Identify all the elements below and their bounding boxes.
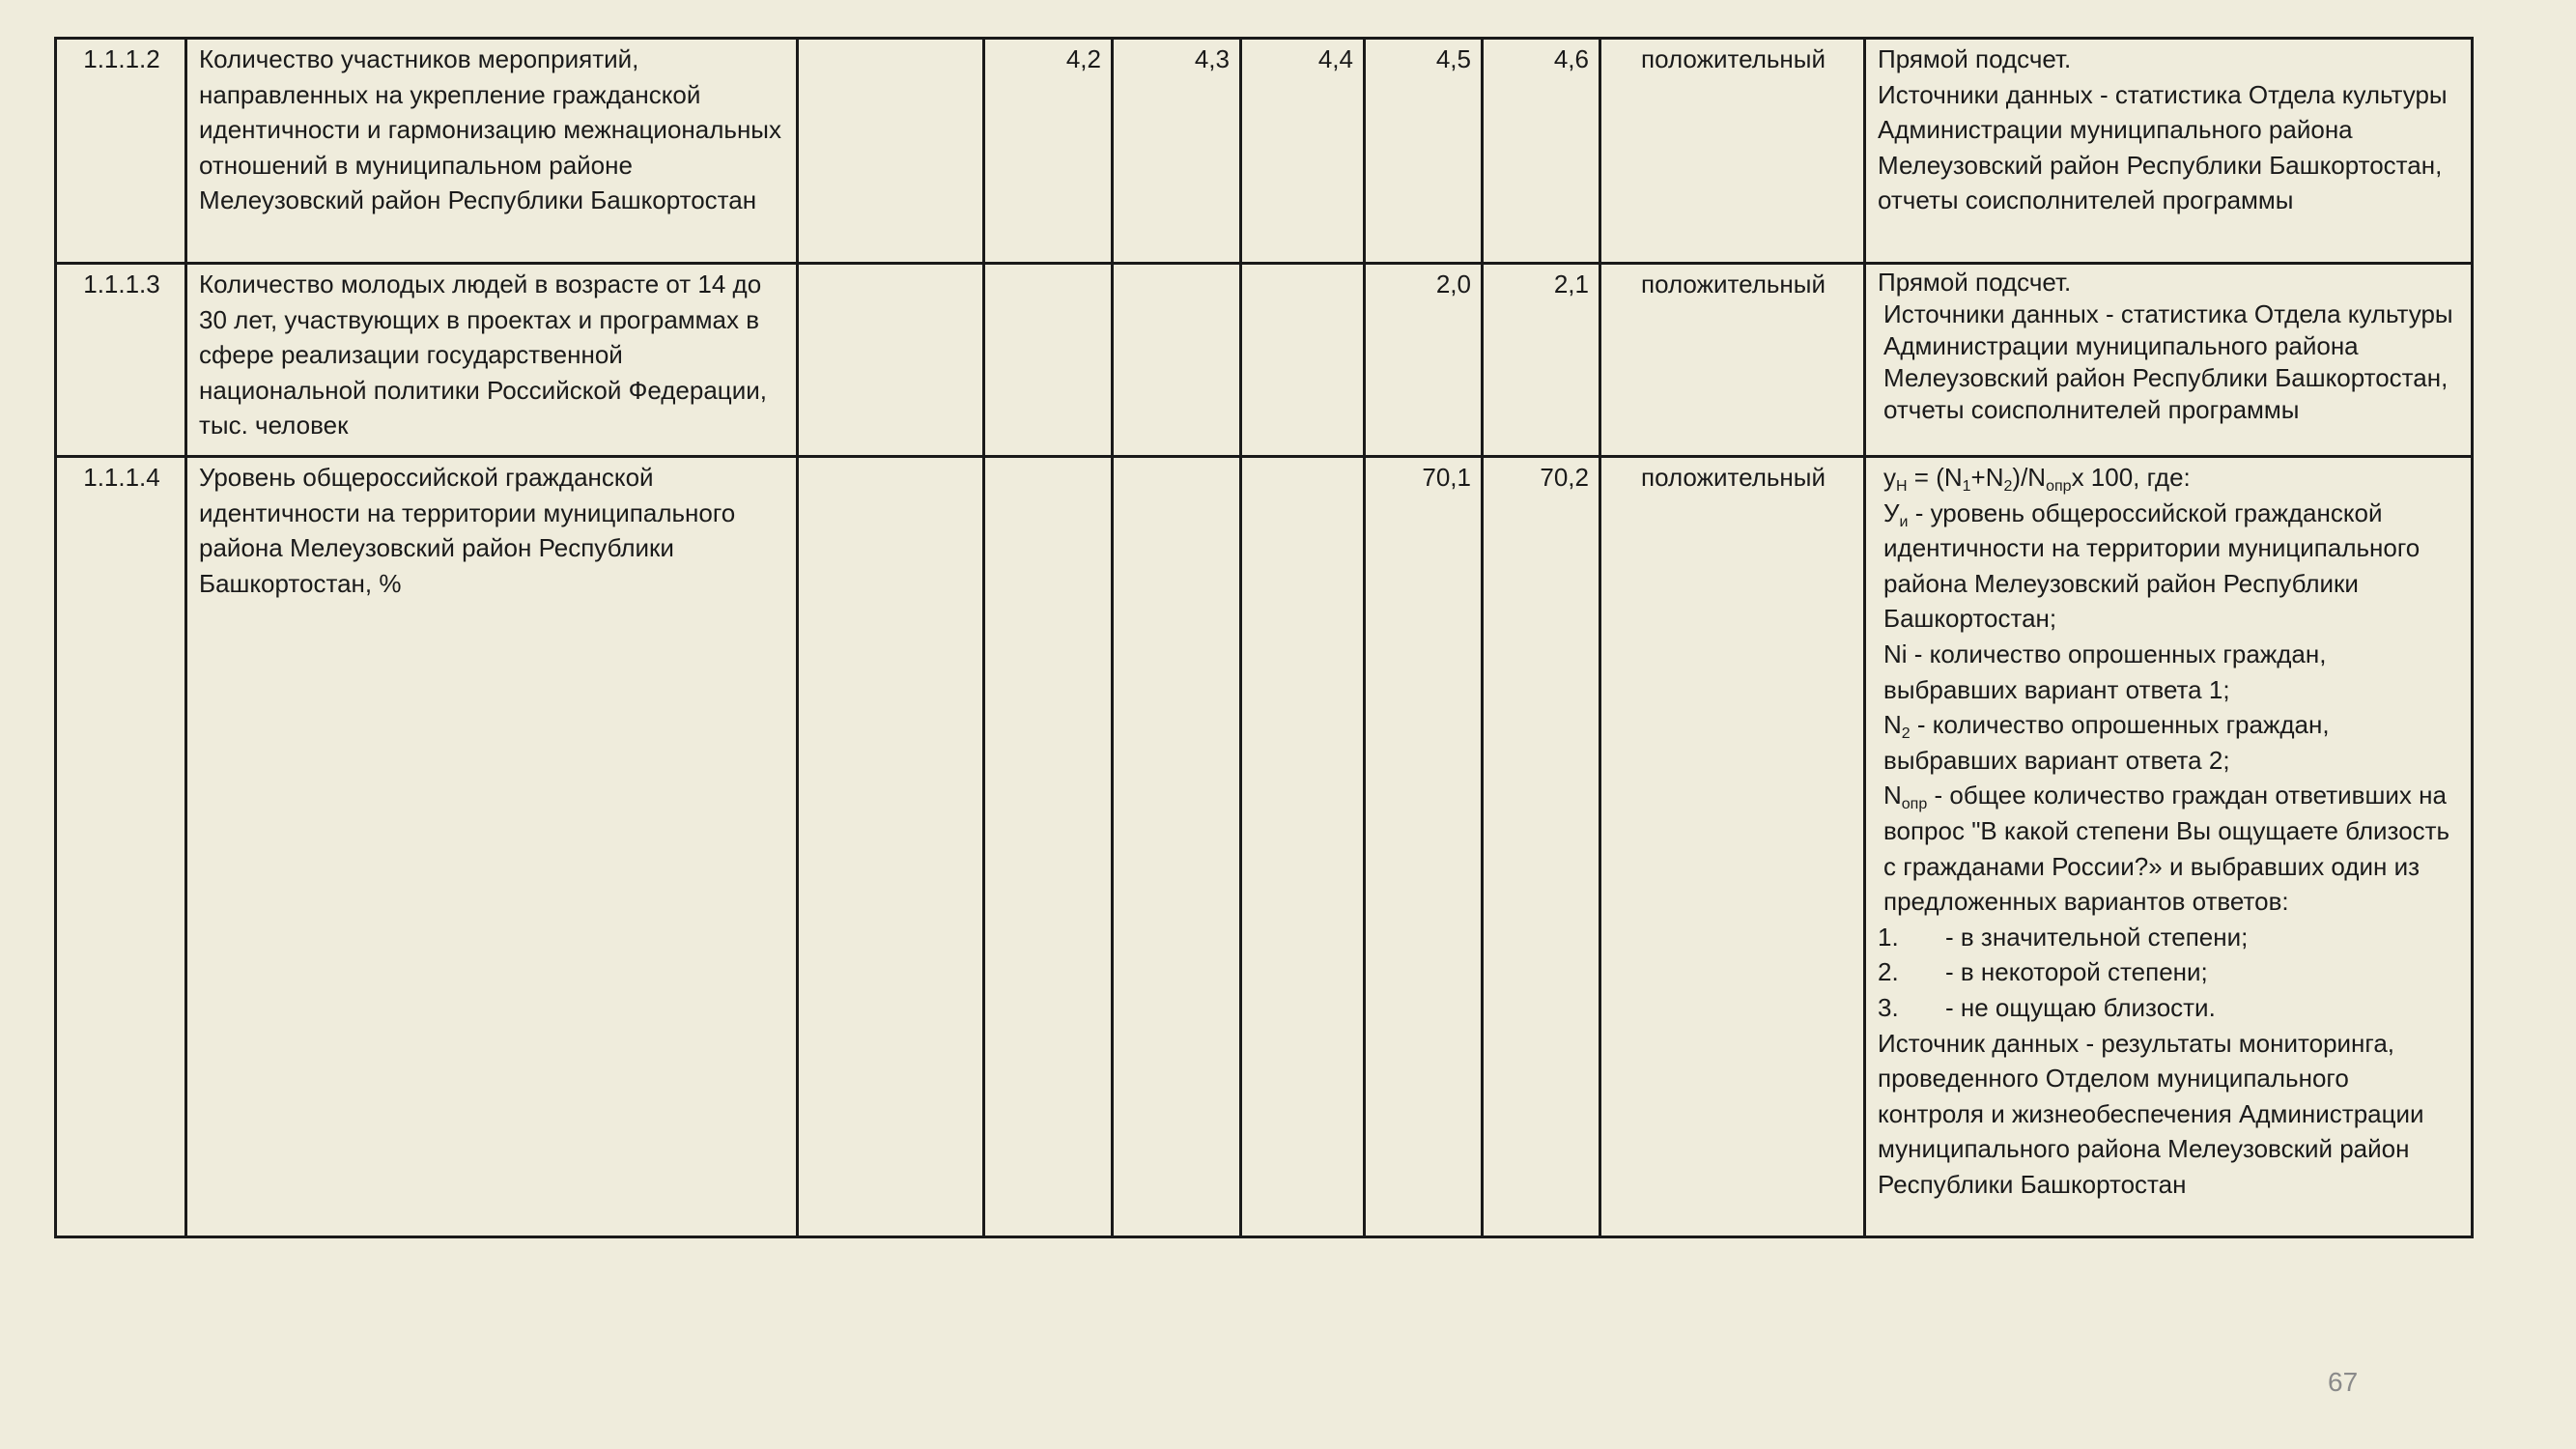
indicator-code: 1.1.1.4 bbox=[56, 457, 186, 1237]
definition-n1: Ni - количество опрошенных граждан, выбравших вариант ответа 1; bbox=[1883, 639, 2327, 704]
indicator-name: Количество участников мероприятий, направленных на укрепление гражданской идентичности и гармонизацию межнациональных отношений в муниципальном районе Мелеузовский район Республики Башкортостан bbox=[186, 39, 798, 264]
empty-cell bbox=[1113, 264, 1241, 457]
empty-cell bbox=[984, 264, 1113, 457]
value-cell: 4,3 bbox=[1113, 39, 1241, 264]
definition-ui: $У_и$ - уровень общероссийской гражданской идентичности на территории муниципального района Мелеузовский район Республики Башкортостан; bbox=[1883, 497, 2420, 634]
answer-option: 1. - в значительной степени; bbox=[1878, 922, 2249, 952]
indicator-code: 1.1.1.2 bbox=[56, 39, 186, 264]
value-cell: 4,4 bbox=[1241, 39, 1365, 264]
answer-option: 3. - не ощущаю близости. bbox=[1878, 992, 2216, 1022]
value-cell: 4,6 bbox=[1483, 39, 1600, 264]
method-line: Прямой подсчет. bbox=[1878, 268, 2072, 297]
method-line: Прямой подсчет. bbox=[1878, 44, 2072, 73]
value-cell: 70,1 bbox=[1365, 457, 1483, 1237]
empty-cell bbox=[1241, 264, 1365, 457]
table-row bbox=[56, 457, 2473, 1237]
value-cell: 2,0 bbox=[1365, 264, 1483, 457]
value-cell: 4,5 bbox=[1365, 39, 1483, 264]
indicators-table bbox=[54, 37, 2474, 1238]
value-cell: 4,2 bbox=[984, 39, 1113, 264]
indicator-name: Количество молодых людей в возрасте от 14 до 30 лет, участвующих в проектах и программах в сфере реализации государственной национальной политики Российской Федерации, тыс. человек bbox=[186, 264, 798, 457]
data-source: Источник данных - результаты мониторинга, проведенного Отделом муниципального контроля и жизнеобеспечения Администрации муниципального района Мелеузовский район Республики Башкортостан bbox=[1878, 1028, 2424, 1199]
definition-n2: $N_2$ - количество опрошенных граждан, выбравших вариант ответа 2; bbox=[1883, 710, 2330, 775]
table-row bbox=[56, 264, 2473, 457]
direction-cell: положительный bbox=[1600, 457, 1865, 1237]
definition-nopr: $N_{опр}$ - общее количество граждан ответивших на вопрос "В какой степени Вы ощущаете близость с гражданами России?» и выбравших один из предложенных вариантов ответов: bbox=[1883, 781, 2450, 917]
page-number: 67 bbox=[2328, 1367, 2359, 1397]
empty-cell bbox=[1241, 457, 1365, 1237]
value-cell: 2,1 bbox=[1483, 264, 1600, 457]
direction-cell: положительный bbox=[1600, 39, 1865, 264]
method-line: Источники данных - статистика Отдела культуры Администрации муниципального района Мелеузовский район Республики Башкортостан, отчеты соисполнителей программы bbox=[1883, 299, 2453, 424]
empty-cell bbox=[798, 39, 984, 264]
empty-cell bbox=[798, 264, 984, 457]
indicator-code: 1.1.1.3 bbox=[56, 264, 186, 457]
answer-option: 2. - в некоторой степени; bbox=[1878, 957, 2208, 987]
direction-cell: положительный bbox=[1600, 264, 1865, 457]
table-row bbox=[56, 39, 2473, 264]
method-cell bbox=[1865, 39, 2473, 264]
method-cell bbox=[1865, 457, 2473, 1237]
empty-cell bbox=[798, 457, 984, 1237]
value-cell: 70,2 bbox=[1483, 457, 1600, 1237]
method-line: Источники данных - статистика Отдела культуры Администрации муниципального района Мелеузовский район Республики Башкортостан, отчеты соисполнителей программы bbox=[1878, 79, 2448, 215]
empty-cell bbox=[984, 457, 1113, 1237]
formula: $у_Н = (N_1+N_2)/N_{опр}х$ 100, где: bbox=[1883, 463, 2191, 495]
method-cell bbox=[1865, 264, 2473, 457]
indicator-name: Уровень общероссийской гражданской идентичности на территории муниципального района Мелеузовский район Республики Башкортостан, % bbox=[186, 457, 798, 1237]
empty-cell bbox=[1113, 457, 1241, 1237]
